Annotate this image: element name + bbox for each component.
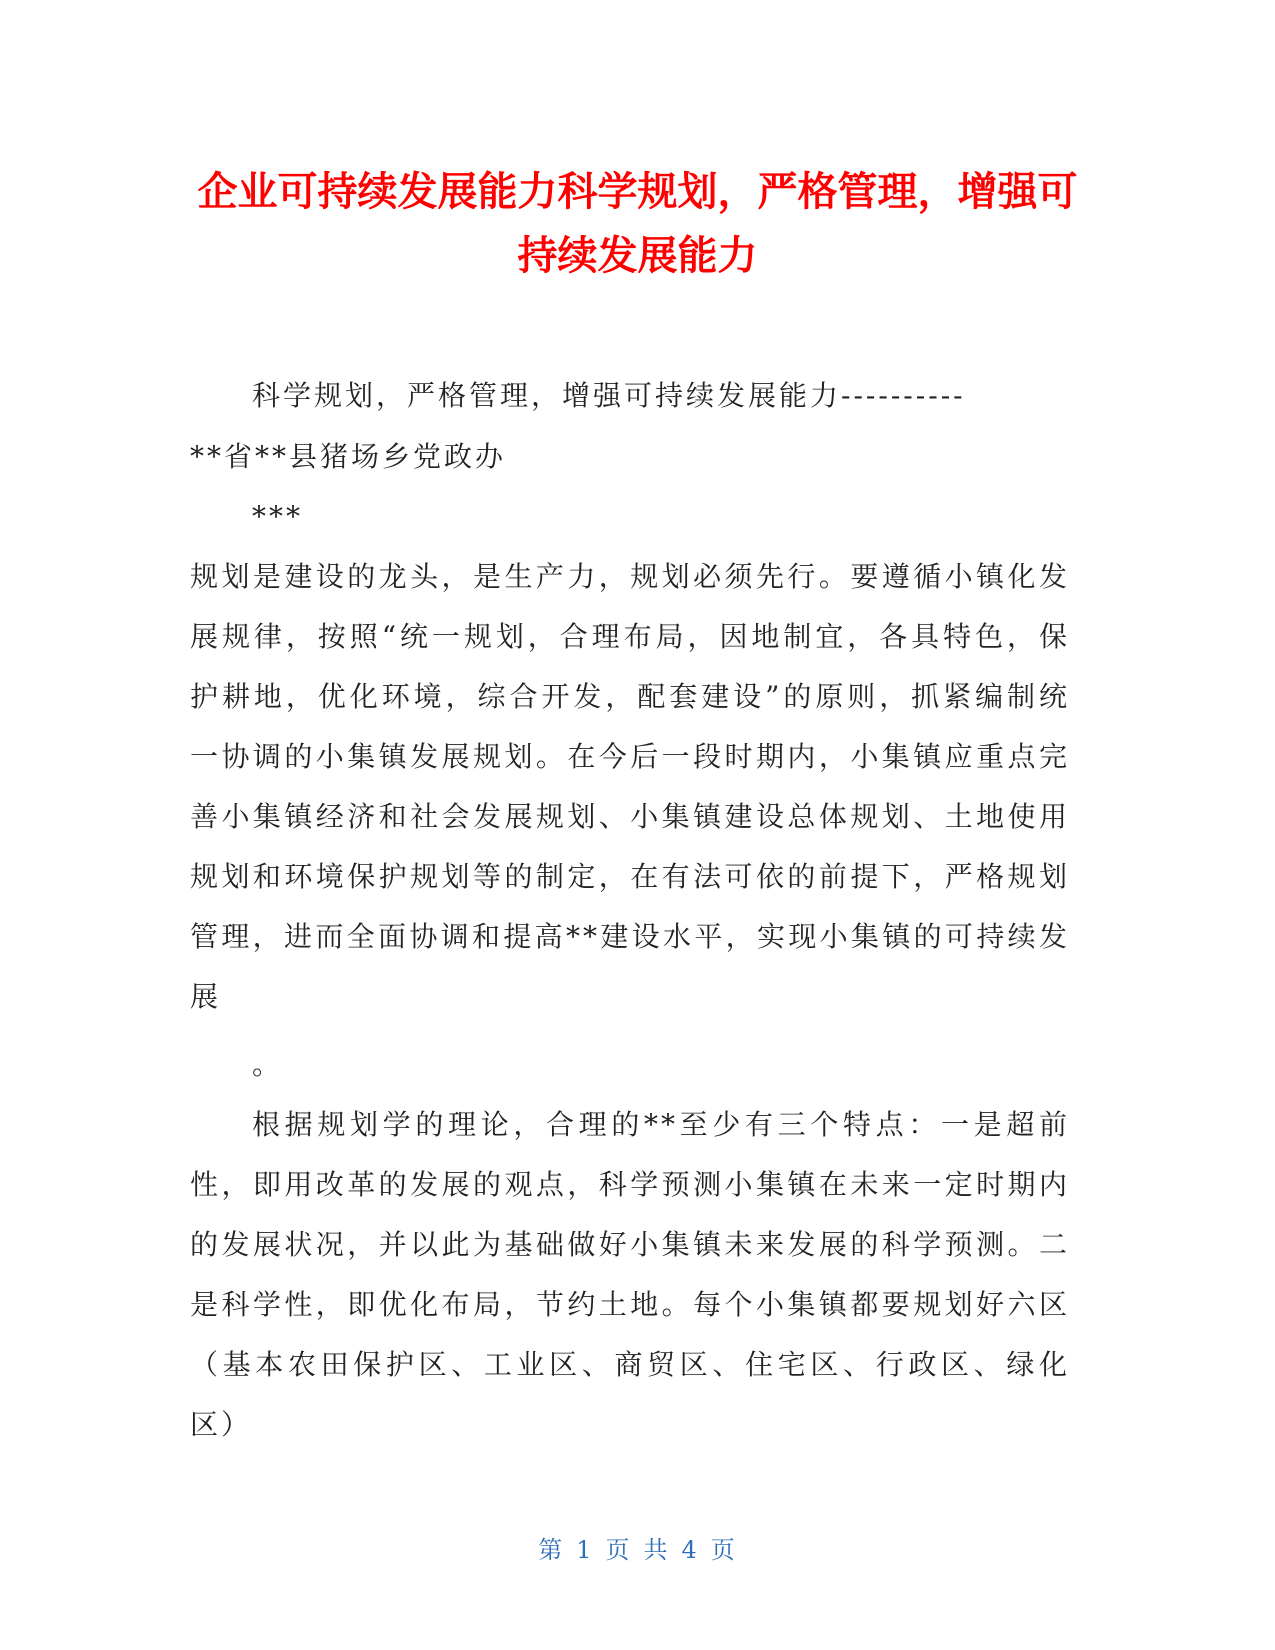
footer-page-suffix: 页	[710, 1536, 737, 1564]
document-title: 企业可持续发展能力科学规划，严格管理，增强可持续发展能力	[197, 169, 1078, 279]
footer-page-prefix: 第	[538, 1536, 565, 1564]
subtitle-line: 科学规划，严格管理，增强可持续发展能力----------	[252, 379, 966, 412]
footer-total-prefix: 共	[643, 1536, 670, 1564]
footer-page-total: 4	[681, 1536, 699, 1564]
author-affiliation: **省**县猪场乡党政办	[190, 440, 507, 473]
footer-page-mid: 页	[605, 1536, 632, 1564]
page-footer	[0, 1530, 1275, 1565]
footer-page-current: 1	[576, 1536, 594, 1564]
paragraph-end-mark: 。	[252, 1048, 284, 1081]
author-name: ***	[252, 500, 303, 533]
paragraph-theory: 根据规划学的理论，合理的**至少有三个特点：一是超前性，即用改革的发展的观点，科学预测小集镇在未来一定时期内的发展状况，并以此为基础做好小集镇未来发展的科学预测。二是科学性，即优化布局，节约土地。每个小集镇都要规划好六区（基本农田保护区、工业区、商贸区、住宅区、行政区、绿化区）	[190, 1108, 1070, 1441]
paragraph-planning: 规划是建设的龙头，是生产力，规划必须先行。要遵循小镇化发展规律，按照“统一规划，合理布局，因地制宜，各具特色，保护耕地，优化环境，综合开发，配套建设”的原则，抓紧编制统一协调的小集镇发展规划。在今后一段时期内，小集镇应重点完善小集镇经济和社会发展规划、小集镇建设总体规划、土地使用规划和环境保护规划等的制定，在有法可依的前提下，严格规划管理，进而全面协调和提高**建设水平，实现小集镇的可持续发展	[190, 560, 1070, 1013]
